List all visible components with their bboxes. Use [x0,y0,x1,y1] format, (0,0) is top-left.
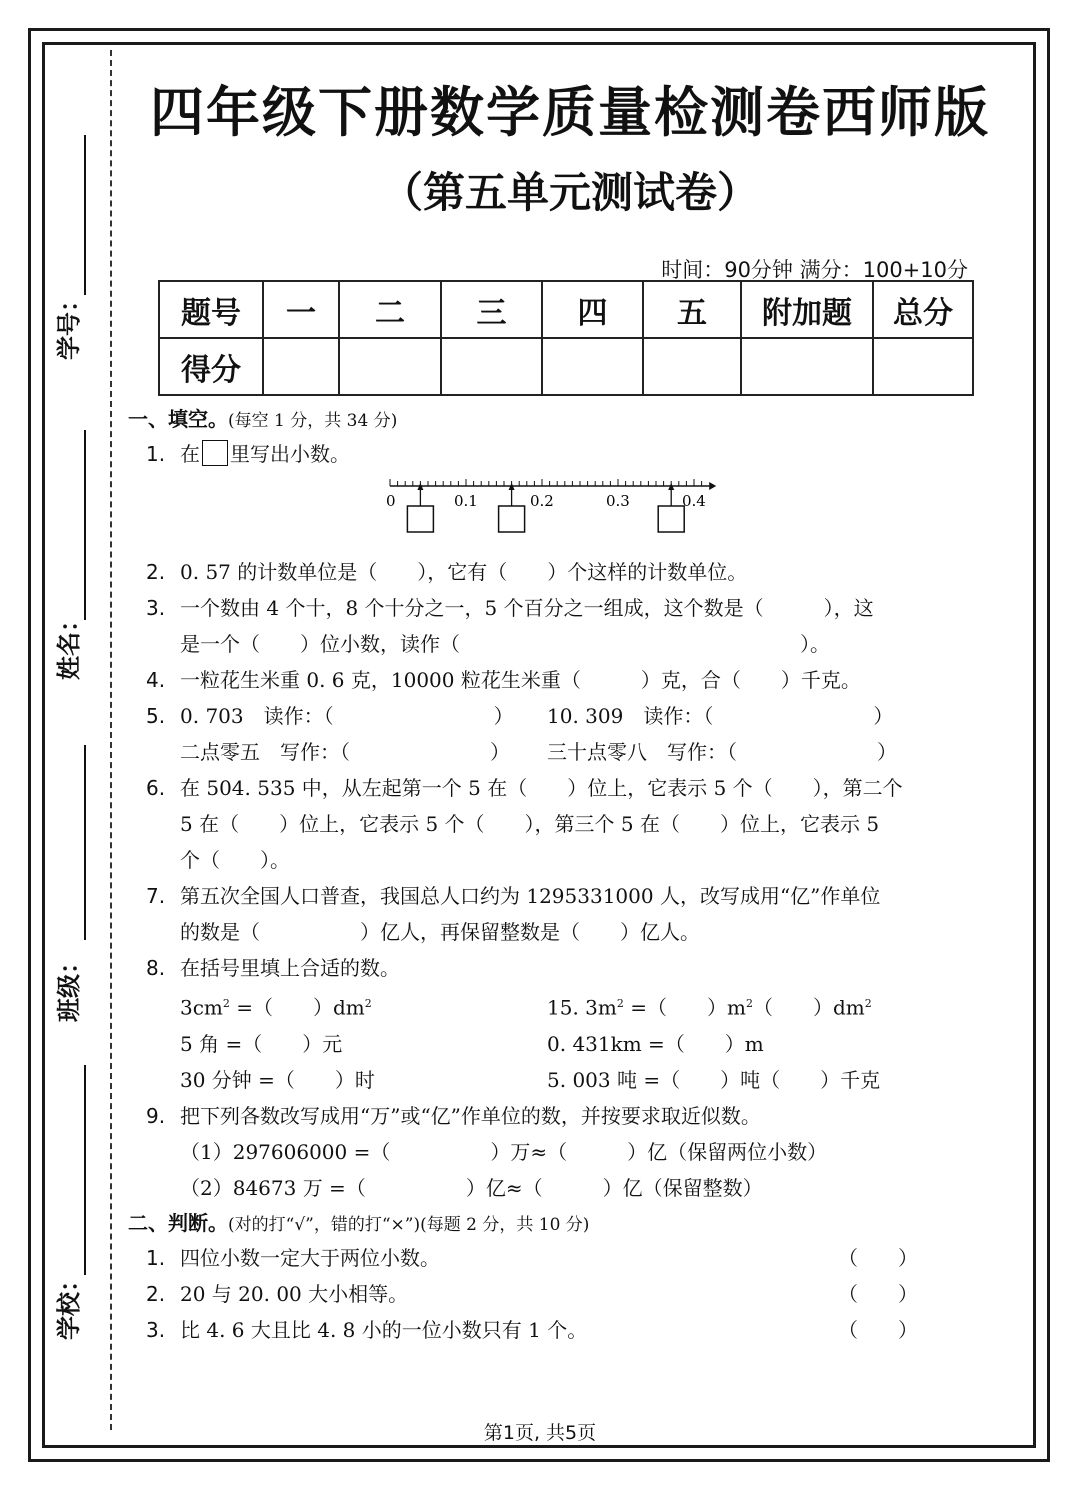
score-row [159,338,973,395]
score-header: 附加题 [741,281,873,338]
question-5: 5. 0. 703 读作：（ ） 10. 309 读作：（ ） 二点零五 写作：（ ） 三十点零八 写作：（ ） [146,704,897,764]
score-cell[interactable] [263,338,339,395]
score-cell[interactable] [542,338,643,395]
question-2: 2. 0. 57 的计数单位是（ ），它有（ ）个这样的计数单位。 [146,560,748,584]
judge-item: 1. 四位小数一定大于两位小数。 （ ） [128,1240,928,1276]
question-8: 8. 在括号里填上合适的数。 $3cm^2$ =（ ）$dm^2$ 15. $3m^2$ =（ ）$m^2$（ ）$dm^2$ 5 角 =（ ）元 0. 431km =（ ）m 30 分钟 =（ ）时 5. 003 吨 =（ ）吨（ ）千克 [146,956,881,1092]
score-cell[interactable] [873,338,973,395]
question-1: 1. 在 里写出小数。 [146,442,350,466]
number-line-label: 0.1 [454,492,478,510]
judge-answer[interactable]: （ ） [838,1281,918,1306]
question-9: 9. 把下列各数改写成用“万”或“亿”作单位的数，并按要求取近似数。 （1）297606000 =（ ）万≈（ ）亿（保留两位小数） （2）84673 万 =（ ）亿≈（ ）亿（保留整数） [146,1103,828,1200]
number-line-label: 0.4 [682,492,706,510]
score-header: 三 [441,281,542,338]
score-header: 一 [263,281,339,338]
exam-meta: 时间：90分钟 满分：100+10分 [661,258,968,282]
question-6: 6. 在 504. 535 中，从左起第一个 5 在（ ）位上，它表示 5 个（ ），第二个 5 在（ ）位上，它表示 5 个（ ），第三个 5 在（ ）位上，它表示 5 个（ ）。 [146,776,903,872]
judge-item: 2. 20 与 20. 00 大小相等。 （ ） [128,1276,928,1312]
banji-label: 班级： [55,950,83,1022]
score-cell[interactable] [741,338,873,395]
judge-item: 3. 比 4. 6 大且比 4. 8 小的一位小数只有 1 个。 （ ） [128,1312,928,1348]
section-2-heading: 二、判断。(对的打“√”，错的打“×”)(每题 2 分，共 10 分) [128,1210,590,1235]
page-title: 四年级下册数学质量检测卷西师版 [150,81,990,144]
number-line [128,472,928,554]
answer-box[interactable] [499,506,525,532]
number-line-label: 0.2 [530,492,554,510]
xuexiao-label: 学校： [55,1268,83,1340]
question-content [128,402,928,1348]
answer-box[interactable] [407,506,433,532]
number-line-label: 0.3 [606,492,630,510]
number-line-arrow [709,482,716,490]
page-footer: 第1页, 共5页 [483,1422,597,1444]
xingming-label: 姓名： [55,608,83,680]
score-header: 二 [339,281,441,338]
score-header: 总分 [873,281,973,338]
binding-dashed-line [110,50,112,1430]
score-cell[interactable] [339,338,441,395]
answer-box [202,440,228,466]
answer-box[interactable] [658,506,684,532]
number-line-svg [128,472,928,554]
question-7: 7. 第五次全国人口普查，我国总人口约为 1295331000 人，改写成用“亿”作单位 的数是（ ）亿人，再保留整数是（ ）亿人。 [146,884,881,944]
score-row-label: 得分 [159,338,263,395]
score-header: 五 [643,281,741,338]
question-3: 3. 一个数由 4 个十，8 个十分之一，5 个百分之一组成，这个数是（ ），这 是一个（ ）位小数，读作（ ）。 [146,596,874,656]
section-1-heading: 一、填空。(每空 1 分，共 34 分) [128,407,398,431]
judge-answer[interactable]: （ ） [838,1245,918,1270]
number-line-label: 0 [386,492,396,510]
score-header-row [159,281,973,338]
judge-answer[interactable]: （ ） [838,1317,918,1342]
score-header: 题号 [159,281,263,338]
score-table [158,280,974,396]
score-header: 四 [542,281,643,338]
xuehao-label: 学号： [55,288,83,360]
score-cell[interactable] [643,338,741,395]
score-cell[interactable] [441,338,542,395]
question-4: 4. 一粒花生米重 0. 6 克，10000 粒花生米重（ ）克，合（ ）千克。 [146,668,861,692]
page-subtitle: （第五单元测试卷） [380,168,759,217]
